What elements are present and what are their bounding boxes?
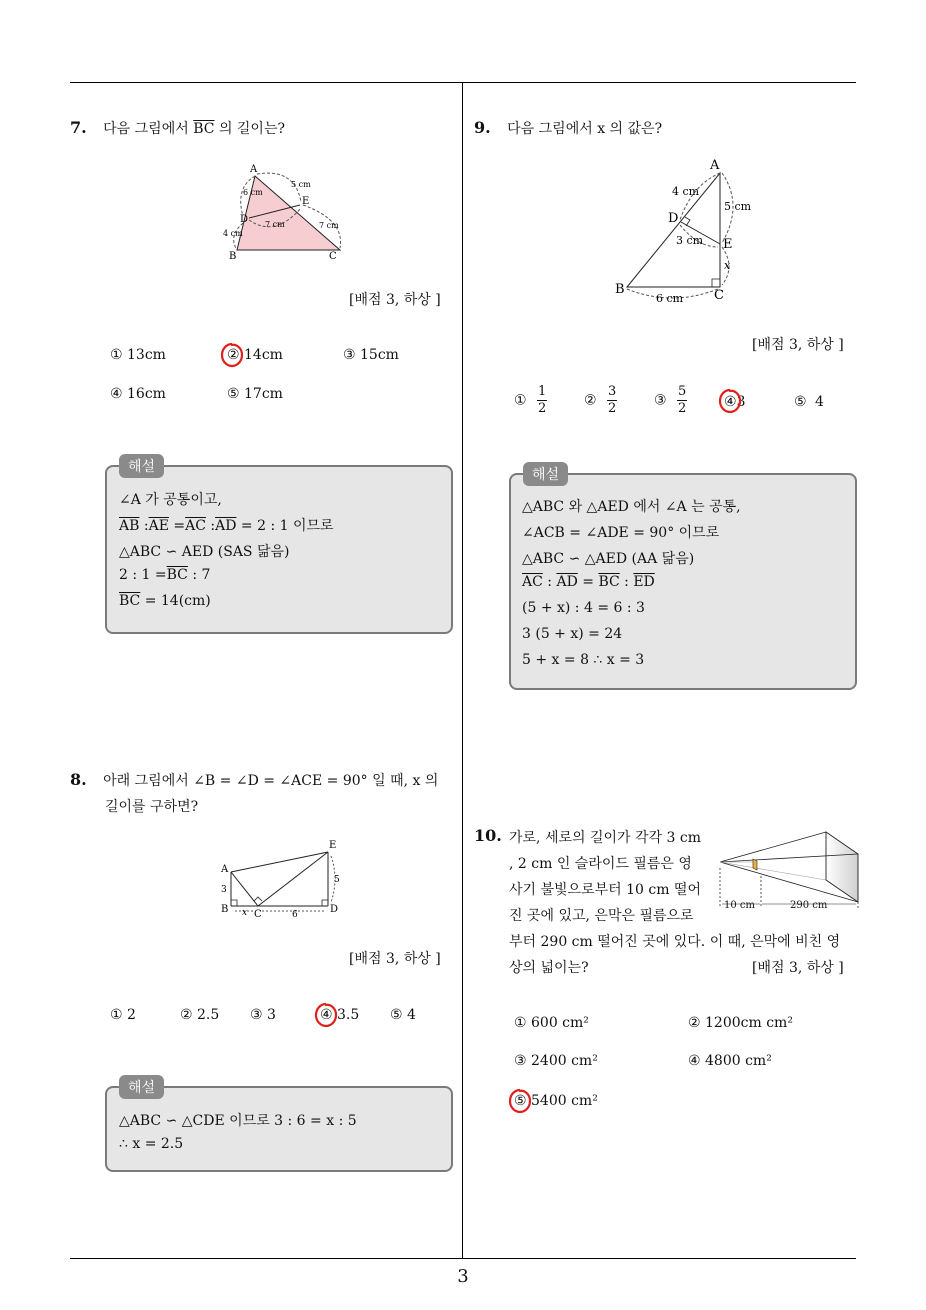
choice-4[interactable]: ④ 4800 cm² (688, 1053, 772, 1069)
len-de: 7 cm (265, 220, 285, 229)
denominator: 2 (538, 401, 547, 416)
figure-q10 (716, 828, 862, 916)
answer-circle-q7 (219, 341, 245, 369)
len-ad: 4 cm (672, 185, 700, 198)
answer-circle-q10 (507, 1087, 533, 1115)
numerator: 5 (678, 384, 687, 399)
seg-ae: $\overline{AE}$ (148, 518, 169, 534)
len-d1: 10 cm (724, 900, 755, 911)
question-text-line-3: 사기 불빛으로부터 10 cm 떨어 (509, 882, 701, 898)
sep: = (577, 574, 599, 590)
score-q9: [배점 3, 하상 ] (752, 337, 844, 353)
seg-ed: $\overline{ED}$ (633, 574, 655, 590)
segment-label: $\overline{BC}$ (193, 121, 215, 137)
label-c: C (714, 288, 724, 303)
label-c: C (329, 251, 337, 262)
sol-line-3: △ABC ∽ △AED (AA 닮음) (522, 551, 695, 567)
choice-3[interactable]: ③ 15cm (343, 347, 399, 363)
score-q7: [배점 3, 하상 ] (349, 292, 441, 308)
sol-line-2: ∴ x = 2.5 (119, 1136, 184, 1152)
sol-line-1: △ABC 와 △AED 에서 ∠A 는 공통, (522, 499, 741, 515)
score-q8: [배점 3, 하상 ] (349, 951, 441, 967)
fraction (537, 384, 547, 417)
seg-ad: $\overline{AD}$ (556, 574, 578, 590)
choice-value: 3 (736, 394, 746, 410)
len-de: 5 (334, 875, 340, 885)
len-cd: 6 (292, 910, 298, 920)
question-number: 8. (70, 770, 87, 789)
choice-4[interactable]: ④ 3.5 (320, 1007, 360, 1023)
choice-mark: ① (514, 392, 527, 409)
len-d2: 290 cm (790, 900, 828, 911)
len-db: 4 cm (223, 229, 243, 238)
question-text-line-2: , 2 cm 인 슬라이드 필름은 영 (509, 856, 692, 872)
fraction (677, 384, 687, 417)
solution-tag: 해설 (119, 1075, 164, 1099)
numerator: 1 (538, 384, 547, 399)
len-ad: 6 cm (243, 188, 263, 197)
bottom-rule (70, 1258, 856, 1259)
question-7 (70, 118, 285, 138)
question-text-line-6: 상의 넓이는? (509, 960, 589, 976)
sol-line-2 (119, 515, 334, 535)
top-rule (70, 82, 856, 83)
sep: = (168, 518, 186, 534)
label-a: A (250, 164, 258, 175)
sol-line-3: △ABC ∽ AED (SAS 닮음) (119, 544, 290, 560)
figure-q7 (215, 158, 355, 262)
ratio: 2 : 1 = (119, 567, 167, 583)
choice-1[interactable]: ① 13cm (110, 347, 166, 363)
sol-line-5: (5 + x) : 4 = 6 : 3 (522, 600, 645, 616)
label-d: D (668, 211, 679, 226)
choice-3[interactable] (654, 384, 687, 417)
choice-3[interactable]: ③ 2400 cm² (514, 1053, 598, 1069)
choice-5[interactable]: ⑤ 17cm (227, 386, 283, 402)
sol-line-6: 3 (5 + x) = 24 (522, 626, 623, 642)
choice-1[interactable] (514, 384, 547, 417)
sol-line-4 (119, 567, 210, 583)
choice-mark: ② (584, 392, 597, 409)
question-number: 9. (474, 118, 491, 137)
label-b: B (615, 282, 625, 297)
numerator: 3 (608, 384, 617, 399)
choice-mark: ⑤ (794, 394, 807, 410)
sep: : (619, 574, 634, 590)
sol-line-1: △ABC ∽ △CDE 이므로 3 : 6 = x : 5 (119, 1113, 357, 1129)
choice-mark: ④ (724, 394, 737, 410)
label-e: E (302, 196, 310, 207)
choice-5[interactable]: ⑤ 5400 cm² (514, 1093, 598, 1109)
denominator: 2 (608, 401, 617, 416)
sep: : (542, 574, 557, 590)
choice-2[interactable] (584, 384, 617, 417)
len-ec: x (724, 259, 731, 272)
len-ae: 5 cm (291, 180, 311, 189)
answer-circle-q9 (717, 387, 743, 415)
question-number: 10. (474, 826, 502, 845)
question-text-line-4: 진 곳에 있고, 은막은 필름으로 (509, 908, 694, 924)
fraction (607, 384, 617, 417)
question-9 (474, 118, 662, 138)
label-b: B (221, 904, 229, 915)
ratio-rest: = 2 : 1 이므로 (236, 518, 334, 534)
seg-ab: $\overline{AB}$ (119, 518, 140, 534)
page-number: 3 (457, 1266, 469, 1287)
solution-tag: 해설 (523, 462, 568, 486)
answer-circle-q8 (313, 1001, 339, 1029)
seg-bc: $\overline{BC}$ (119, 593, 141, 609)
choice-2[interactable]: ② 14cm (227, 347, 283, 363)
seg-ad: $\overline{AD}$ (215, 518, 237, 534)
sol-line-4 (522, 574, 655, 590)
choice-2[interactable]: ② 2.5 (180, 1007, 220, 1023)
column-divider (462, 82, 463, 1258)
question-text-line-5: 부터 290 cm 떨어진 곳에 있다. 이 때, 은막에 비친 영 (509, 934, 841, 950)
label-b: B (229, 251, 237, 262)
sep: : (139, 518, 149, 534)
result: = 14(cm) (140, 593, 211, 609)
seg-ac: $\overline{AC}$ (522, 574, 543, 590)
question-8 (70, 770, 438, 790)
denominator: 2 (678, 401, 687, 416)
choice-1[interactable]: ① 2 (110, 1007, 136, 1023)
label-a: A (221, 864, 229, 875)
label-e: E (329, 840, 337, 851)
choice-5[interactable]: ⑤ 4 (390, 1007, 416, 1023)
choice-4[interactable]: ④ 16cm (110, 386, 166, 402)
sep: : (205, 518, 216, 534)
seg-bc: $\overline{BC}$ (598, 574, 620, 590)
choice-5[interactable] (794, 394, 824, 410)
question-text: 다음 그림에서 x 의 값은? (507, 121, 663, 137)
len-ae: 5 cm (724, 200, 752, 213)
question-number: 7. (70, 118, 87, 137)
label-c: C (254, 909, 262, 920)
question-text-end: 의 길이는? (218, 121, 285, 137)
sol-line-2: ∠ACB = ∠ADE = 90° 이므로 (522, 525, 720, 541)
segment-ce (258, 852, 328, 906)
len-de: 3 cm (676, 234, 704, 247)
ratio-end: : 7 (187, 567, 211, 583)
seg-ac: $\overline{AC}$ (185, 518, 206, 534)
choice-mark: ③ (654, 392, 667, 409)
choice-2[interactable]: ② 1200cm cm² (688, 1015, 793, 1031)
question-text: 아래 그림에서 ∠B = ∠D = ∠ACE = 90° 일 때, x 의 (103, 773, 439, 789)
len-ec: 7 cm (319, 221, 339, 230)
sol-line-7: 5 + x = 8 ∴ x = 3 (522, 652, 645, 668)
label-a: A (710, 158, 720, 173)
label-e: E (723, 237, 733, 252)
len-bc: x (242, 908, 248, 918)
label-d: D (240, 214, 249, 225)
question-text-line-1: 가로, 세로의 길이가 각각 3 cm (509, 830, 701, 846)
seg-bc: $\overline{BC}$ (166, 567, 188, 583)
len-ab: 3 (221, 885, 227, 895)
figure-q9 (612, 155, 762, 305)
choice-1[interactable]: ① 600 cm² (514, 1015, 589, 1031)
sol-line-1: ∠A 가 공통이고, (119, 492, 222, 508)
screen (826, 832, 858, 902)
score-q10: [배점 3, 하상 ] (752, 960, 844, 976)
len-bc: 6 cm (656, 292, 684, 305)
choice-3[interactable]: ③ 3 (250, 1007, 276, 1023)
solution-tag: 해설 (119, 454, 164, 478)
sol-line-5 (119, 593, 211, 609)
figure-q8 (215, 834, 345, 922)
question-text-line-2: 길이를 구하면? (105, 799, 199, 815)
choice-value: 4 (815, 394, 824, 410)
segment-ae (231, 852, 328, 872)
slide-film (753, 859, 757, 870)
label-d: D (330, 904, 339, 915)
question-text: 다음 그림에서 (103, 121, 189, 137)
